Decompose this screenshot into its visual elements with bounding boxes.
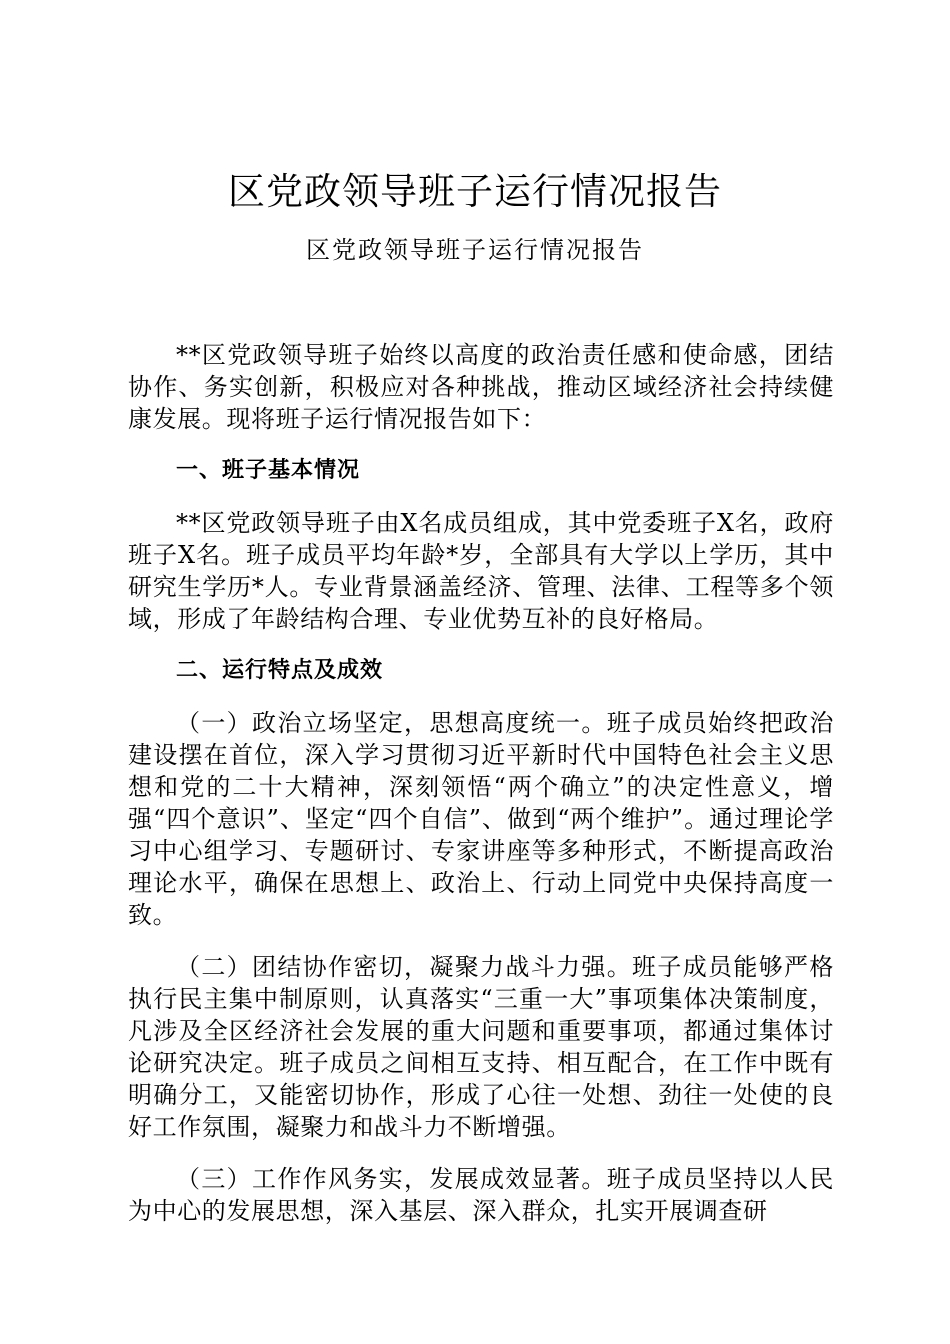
section-heading-features: 二、运行特点及成效 <box>176 658 384 683</box>
document-body <box>128 339 834 1247</box>
features-paragraph-1: （一）政治立场坚定，思想高度统一。班子成员始终把政治建设摆在首位，深入学习贯彻习近平新时代中国特色社会主义思想和党的二十大精神，深刻领悟“两个确立”的决定性意义，增强“四个意识”、坚定“四个自信”、做到“两个维护”。通过理论学习中心组学习、专题研讨、专家讲座等多种形式，不断提高政治理论水平，确保在思想上、政治上、行动上同党中央保持高度一致。 <box>128 709 834 929</box>
document-title: 区党政领导班子运行情况报告 <box>228 170 722 213</box>
basic-info-paragraph: **区党政领导班子由X名成员组成，其中党委班子X名，政府班子X名。班子成员平均年龄*岁，全部具有大学以上学历，其中研究生学历*人。专业背景涵盖经济、管理、法律、工程等多个领域，形成了年龄结构合理、专业优势互补的良好格局。 <box>128 509 834 633</box>
document-subtitle: 区党政领导班子运行情况报告 <box>306 236 644 264</box>
features-paragraph-2: （二）团结协作密切，凝聚力战斗力强。班子成员能够严格执行民主集中制原则，认真落实“三重一大”事项集体决策制度，凡涉及全区经济社会发展的重大问题和重要事项，都通过集体讨论研究决定。班子成员之间相互支持、相互配合，在工作中既有明确分工，又能密切协作，形成了心往一处想、劲往一处使的良好工作氛围，凝聚力和战斗力不断增强。 <box>128 953 834 1141</box>
features-paragraph-3: （三）工作作风务实，发展成效显著。班子成员坚持以人民为中心的发展思想，深入基层、深入群众，扎实开展调查研 <box>128 1165 834 1225</box>
intro-paragraph: **区党政领导班子始终以高度的政治责任感和使命感，团结协作、务实创新，积极应对各种挑战，推动区域经济社会持续健康发展。现将班子运行情况报告如下： <box>128 341 834 433</box>
section-heading-basic-info: 一、班子基本情况 <box>176 458 361 483</box>
